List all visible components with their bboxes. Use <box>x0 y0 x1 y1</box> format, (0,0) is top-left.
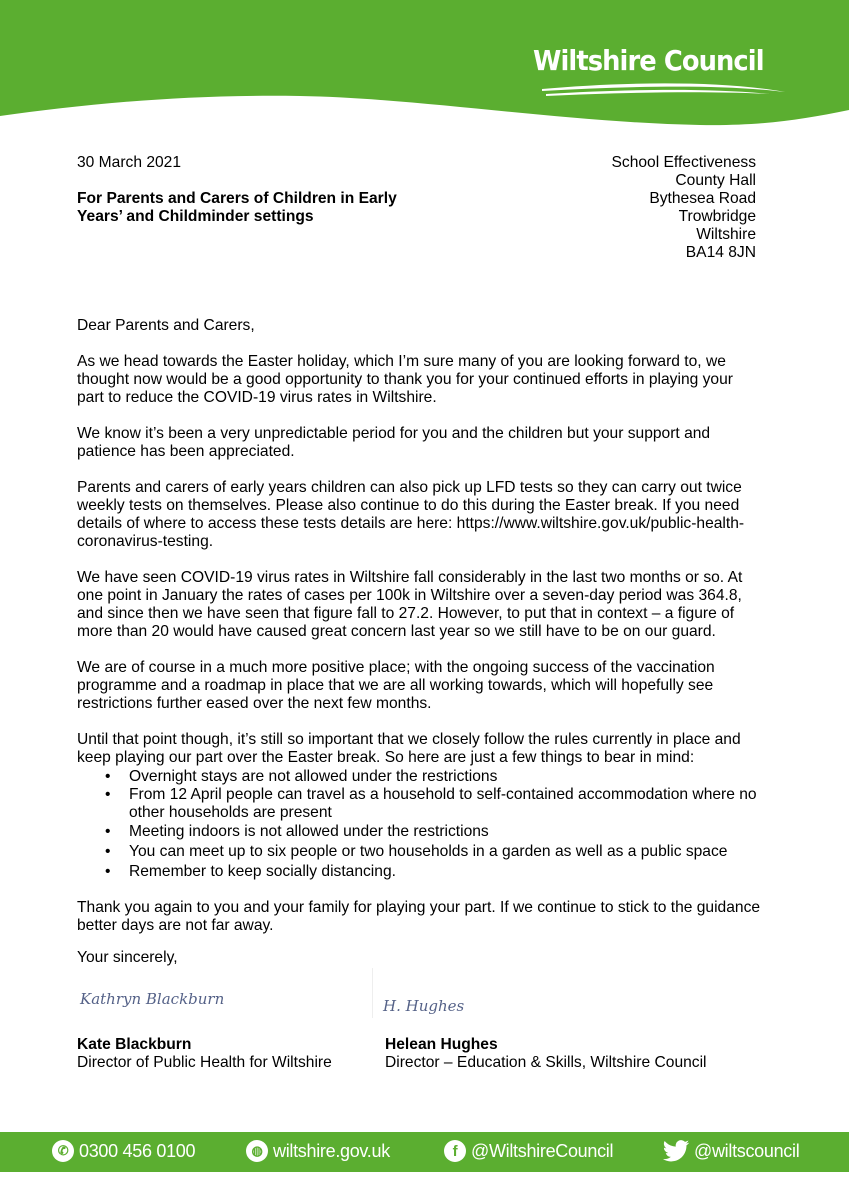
salutation: Dear Parents and Carers, <box>77 317 255 334</box>
letter-date: 30 March 2021 <box>77 154 182 171</box>
signature-helean-hughes: H. Hughes <box>383 997 465 1015</box>
signatory-block <box>77 1036 332 1072</box>
address-line: Trowbridge <box>678 208 756 225</box>
council-logo: Wiltshire Council <box>533 44 764 77</box>
facebook-handle: @WiltshireCouncil <box>471 1140 614 1161</box>
text-line: • Remember to keep socially distancing. <box>129 863 396 880</box>
twitter-bird-icon <box>662 1140 690 1162</box>
text-line: We have seen COVID-19 virus rates in Wiltshire fall considerably in the last two months or so. At <box>77 569 743 586</box>
paragraph <box>77 731 741 767</box>
signatory-name: Kate Blackburn <box>77 1036 192 1053</box>
phone-icon: ✆ <box>52 1140 74 1162</box>
recipient-line: For Parents and Carers of Children in Early <box>77 190 397 207</box>
text-line: As we head towards the Easter holiday, which I’m sure many of you are looking forward to, we <box>77 353 726 370</box>
signatory-title: Director of Public Health for Wiltshire <box>77 1054 332 1071</box>
paragraph <box>77 569 742 641</box>
signatory-block <box>385 1036 707 1072</box>
phone-number: 0300 456 0100 <box>79 1140 196 1161</box>
text-line: thought now would be a good opportunity to thank you for your continued efforts in playing your <box>77 371 733 388</box>
text-line: • Overnight stays are not allowed under the restrictions <box>129 768 498 785</box>
text-line: and since then we have seen that figure fall to 27.2. However, to put that in context – a figure of <box>77 605 735 622</box>
text-line: Until that point though, it’s still so important that we closely follow the rules currently in place and <box>77 731 741 748</box>
text-line: patience has been appreciated. <box>77 443 295 460</box>
text-line: We know it’s been a very unpredictable period for you and the children but your support and <box>77 425 711 442</box>
text-line: one point in January the rates of cases per 100k in Wiltshire over a seven-day period was 364.8, <box>77 587 742 604</box>
signature-kate-blackburn: Kathryn Blackburn <box>80 990 225 1008</box>
recipient-line: Years’ and Childminder settings <box>77 208 314 225</box>
bullet-item <box>105 768 757 786</box>
footer-website[interactable] <box>246 1140 390 1162</box>
globe-icon: ◍ <box>246 1140 268 1162</box>
testing-link[interactable]: coronavirus-testing. <box>77 533 214 550</box>
text-line: other households are present <box>129 804 332 821</box>
divider <box>372 968 373 1018</box>
facebook-icon: f <box>444 1140 466 1162</box>
footer-phone[interactable] <box>52 1140 195 1162</box>
address-line: School Effectiveness <box>611 154 756 171</box>
bullet-item <box>105 863 757 881</box>
bullet-list <box>105 768 757 881</box>
text-line: part to reduce the COVID-19 virus rates in Wiltshire. <box>77 389 437 406</box>
twitter-handle: @wiltscouncil <box>694 1140 800 1161</box>
bullet-item <box>105 786 757 822</box>
text-line: • From 12 April people can travel as a household to self-contained accommodation where no <box>129 786 757 803</box>
text-line: • You can meet up to six people or two households in a garden as well as a public space <box>129 843 728 860</box>
address-line: County Hall <box>675 172 756 189</box>
text-line: better days are not far away. <box>77 917 274 934</box>
text-line: keep playing our part over the Easter break. So here are just a few things to bear in mind: <box>77 749 695 766</box>
text-line: Parents and carers of early years children can also pick up LFD tests so they can carry out twice <box>77 479 742 496</box>
paragraph <box>77 479 744 551</box>
text-line: We are of course in a much more positive place; with the ongoing success of the vaccination <box>77 659 715 676</box>
website-link: wiltshire.gov.uk <box>273 1140 390 1161</box>
footer-twitter[interactable] <box>662 1140 799 1162</box>
sender-address <box>612 154 756 262</box>
text-line: more than 20 would have caused great concern last year so we still have to be on our guard. <box>77 623 716 640</box>
paragraph <box>77 425 710 461</box>
address-line: Bythesea Road <box>649 190 756 207</box>
text-line: • Meeting indoors is not allowed under the restrictions <box>129 823 489 840</box>
signoff: Your sincerely, <box>77 949 178 966</box>
bullet-item <box>105 843 757 861</box>
logo-swoosh-icon <box>540 80 790 100</box>
footer-facebook[interactable] <box>444 1140 613 1162</box>
paragraph <box>77 659 715 713</box>
text-line: programme and a roadmap in place that we are all working towards, which will hopefully see <box>77 677 714 694</box>
address-line: BA14 8JN <box>685 244 756 261</box>
letterhead-banner <box>0 0 849 130</box>
paragraph <box>77 353 733 407</box>
recipient-heading <box>77 190 397 226</box>
contact-footer <box>0 1132 849 1172</box>
text-line: weekly tests on themselves. Please also continue to do this during the Easter break. If you need <box>77 497 740 514</box>
signatory-name: Helean Hughes <box>385 1036 498 1053</box>
testing-link[interactable]: details of where to access these tests details are here: https://www.wiltshire.gov.uk/public-health- <box>77 515 745 532</box>
bullet-item <box>105 823 757 841</box>
text-line: restrictions further eased over the next few months. <box>77 695 432 712</box>
text-line: Thank you again to you and your family for playing your part. If we continue to stick to the guidance <box>77 899 761 916</box>
signatory-title: Director – Education & Skills, Wiltshire Council <box>385 1054 707 1071</box>
address-line: Wiltshire <box>696 226 756 243</box>
closing-paragraph <box>77 899 760 935</box>
